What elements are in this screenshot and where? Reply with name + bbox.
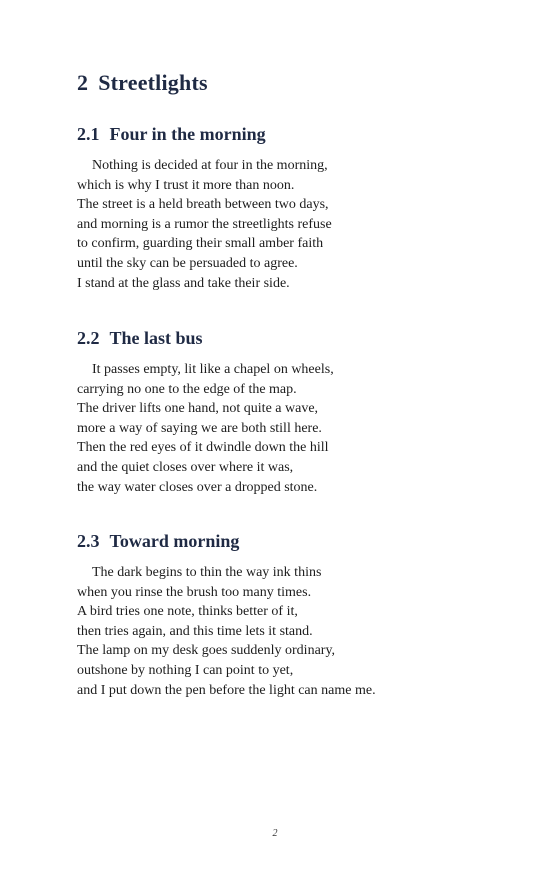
poem-line: I stand at the glass and take their side. bbox=[77, 275, 290, 291]
poem-line: more a way of saying we are both still here. bbox=[77, 420, 322, 436]
poem-line: and I put down the pen before the light can name me. bbox=[77, 682, 376, 698]
section-heading bbox=[77, 327, 517, 349]
section-number: 2.2 bbox=[77, 328, 100, 348]
stanza bbox=[77, 360, 517, 497]
page-number: 2 bbox=[272, 828, 278, 839]
stanza bbox=[77, 563, 517, 700]
poem-line: to confirm, guarding their small amber faith bbox=[77, 236, 324, 252]
poem-line: the way water closes over a dropped stone. bbox=[77, 479, 318, 495]
poem-line: Then the red eyes of it dwindle down the hill bbox=[77, 440, 329, 456]
section-number: 2.3 bbox=[77, 531, 100, 551]
poem-line: The street is a held breath between two days, bbox=[77, 197, 329, 213]
poem-line: outshone by nothing I can point to yet, bbox=[77, 662, 294, 678]
section-title: Four in the morning bbox=[109, 124, 266, 144]
section-the-last-bus bbox=[77, 327, 517, 497]
poem-line: The dark begins to thin the way ink thins bbox=[92, 565, 322, 580]
chapter-title bbox=[77, 70, 208, 96]
section-number: 2.1 bbox=[77, 124, 100, 144]
poem-line: which is why I trust it more than noon. bbox=[77, 177, 295, 193]
stanza bbox=[77, 156, 517, 293]
poem-line: The lamp on my desk goes suddenly ordinary, bbox=[77, 643, 336, 659]
poem-line: until the sky can be persuaded to agree. bbox=[77, 255, 298, 271]
section-toward-morning bbox=[77, 530, 517, 700]
poem-line: then tries again, and this time lets it stand. bbox=[77, 623, 313, 639]
poem-line: and morning is a rumor the streetlights refuse bbox=[77, 216, 332, 232]
poem-line: and the quiet closes over where it was, bbox=[77, 459, 294, 475]
poem-line: A bird tries one note, thinks better of it, bbox=[77, 604, 298, 620]
section-four-in-the-morning bbox=[77, 123, 517, 293]
poem-line: It passes empty, lit like a chapel on wheels, bbox=[92, 362, 334, 377]
chapter-title-text: Streetlights bbox=[98, 70, 208, 95]
chapter-number: 2 bbox=[77, 70, 89, 95]
poem-line: The driver lifts one hand, not quite a wave, bbox=[77, 401, 319, 417]
section-title: Toward morning bbox=[109, 531, 240, 551]
section-heading bbox=[77, 123, 517, 145]
section-title: The last bus bbox=[109, 328, 203, 348]
poem-line: when you rinse the brush too many times. bbox=[77, 584, 312, 600]
section-heading bbox=[77, 530, 517, 552]
poem-line: Nothing is decided at four in the morning, bbox=[92, 158, 328, 173]
poem-line: carrying no one to the edge of the map. bbox=[77, 381, 297, 397]
